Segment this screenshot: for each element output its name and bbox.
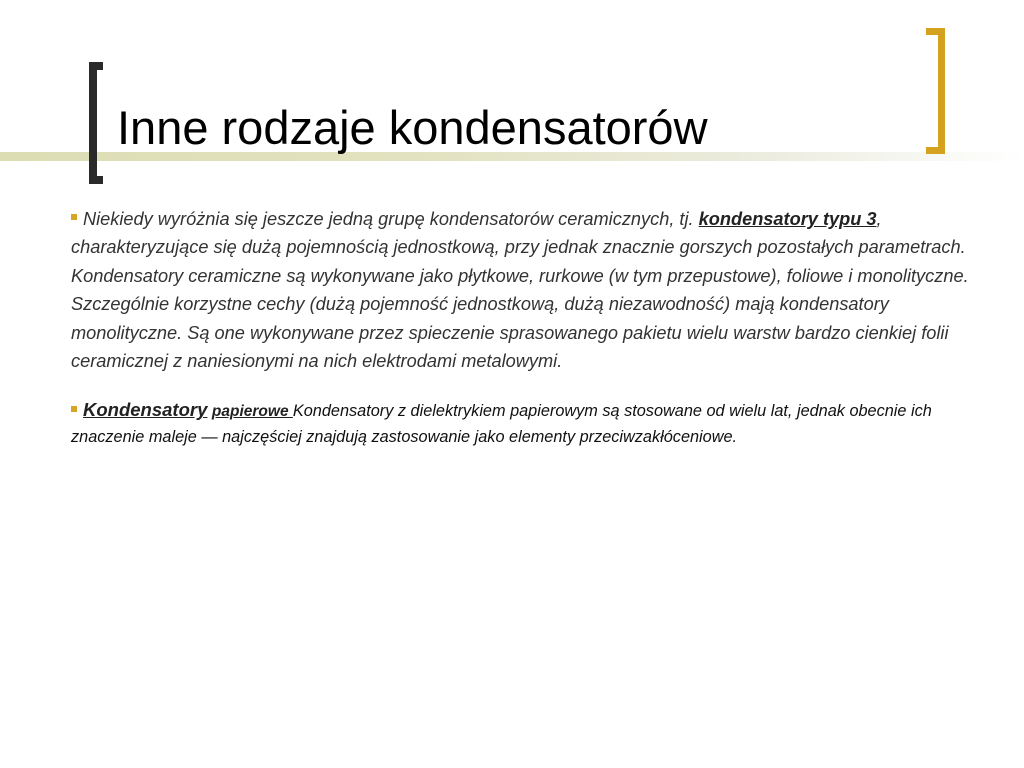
bullet-paragraph-paper xyxy=(71,398,981,449)
bullet-body-text: , charakteryzujące się dużą pojemnością jednostkową, przy jednak znacznie gorszych pozostałych parametrach. Kondensatory ceramiczne są wykonywane jako płytkowe, rurkowe (w tym przepustowe), foliowe i monolityczne. Szczególnie korzystne cechy (dużą pojemność jednostkową, dużą niezawodność) mają kondensatory monolityczne. Są one wykonywane przez spieczenie sprasowanego pakietu wielu warstw bardzo cienkiej folii ceramicznej z naniesionymi na nich elektrodami metalowymi. xyxy=(71,209,969,372)
left-bracket-decoration xyxy=(89,62,103,184)
bullet-marker-icon xyxy=(71,214,77,220)
slide-content xyxy=(71,205,981,450)
bullet-intro-text: Niekiedy wyróżnia się jeszcze jedną grupę kondensatorów ceramicznych, tj. xyxy=(83,209,699,229)
bullet-marker-icon xyxy=(71,406,77,412)
term-papierowe: papierowe xyxy=(211,403,293,421)
bullet-body-text: Kondensatory z dielektrykiem papierowym są stosowane od wielu lat, jednak obecnie ich znaczenie maleje — najczęściej znajdują zastosowanie jako elementy przeciwzakłóceniowe. xyxy=(71,402,932,447)
term-kondensatory: Kondensatory xyxy=(83,399,208,421)
slide-title: Inne rodzaje kondensatorów xyxy=(117,101,708,154)
bullet-paragraph-ceramic xyxy=(71,205,981,375)
right-bracket-decoration xyxy=(926,28,945,154)
term-kondensatory-typu-3: kondensatory typu 3 xyxy=(698,209,877,229)
